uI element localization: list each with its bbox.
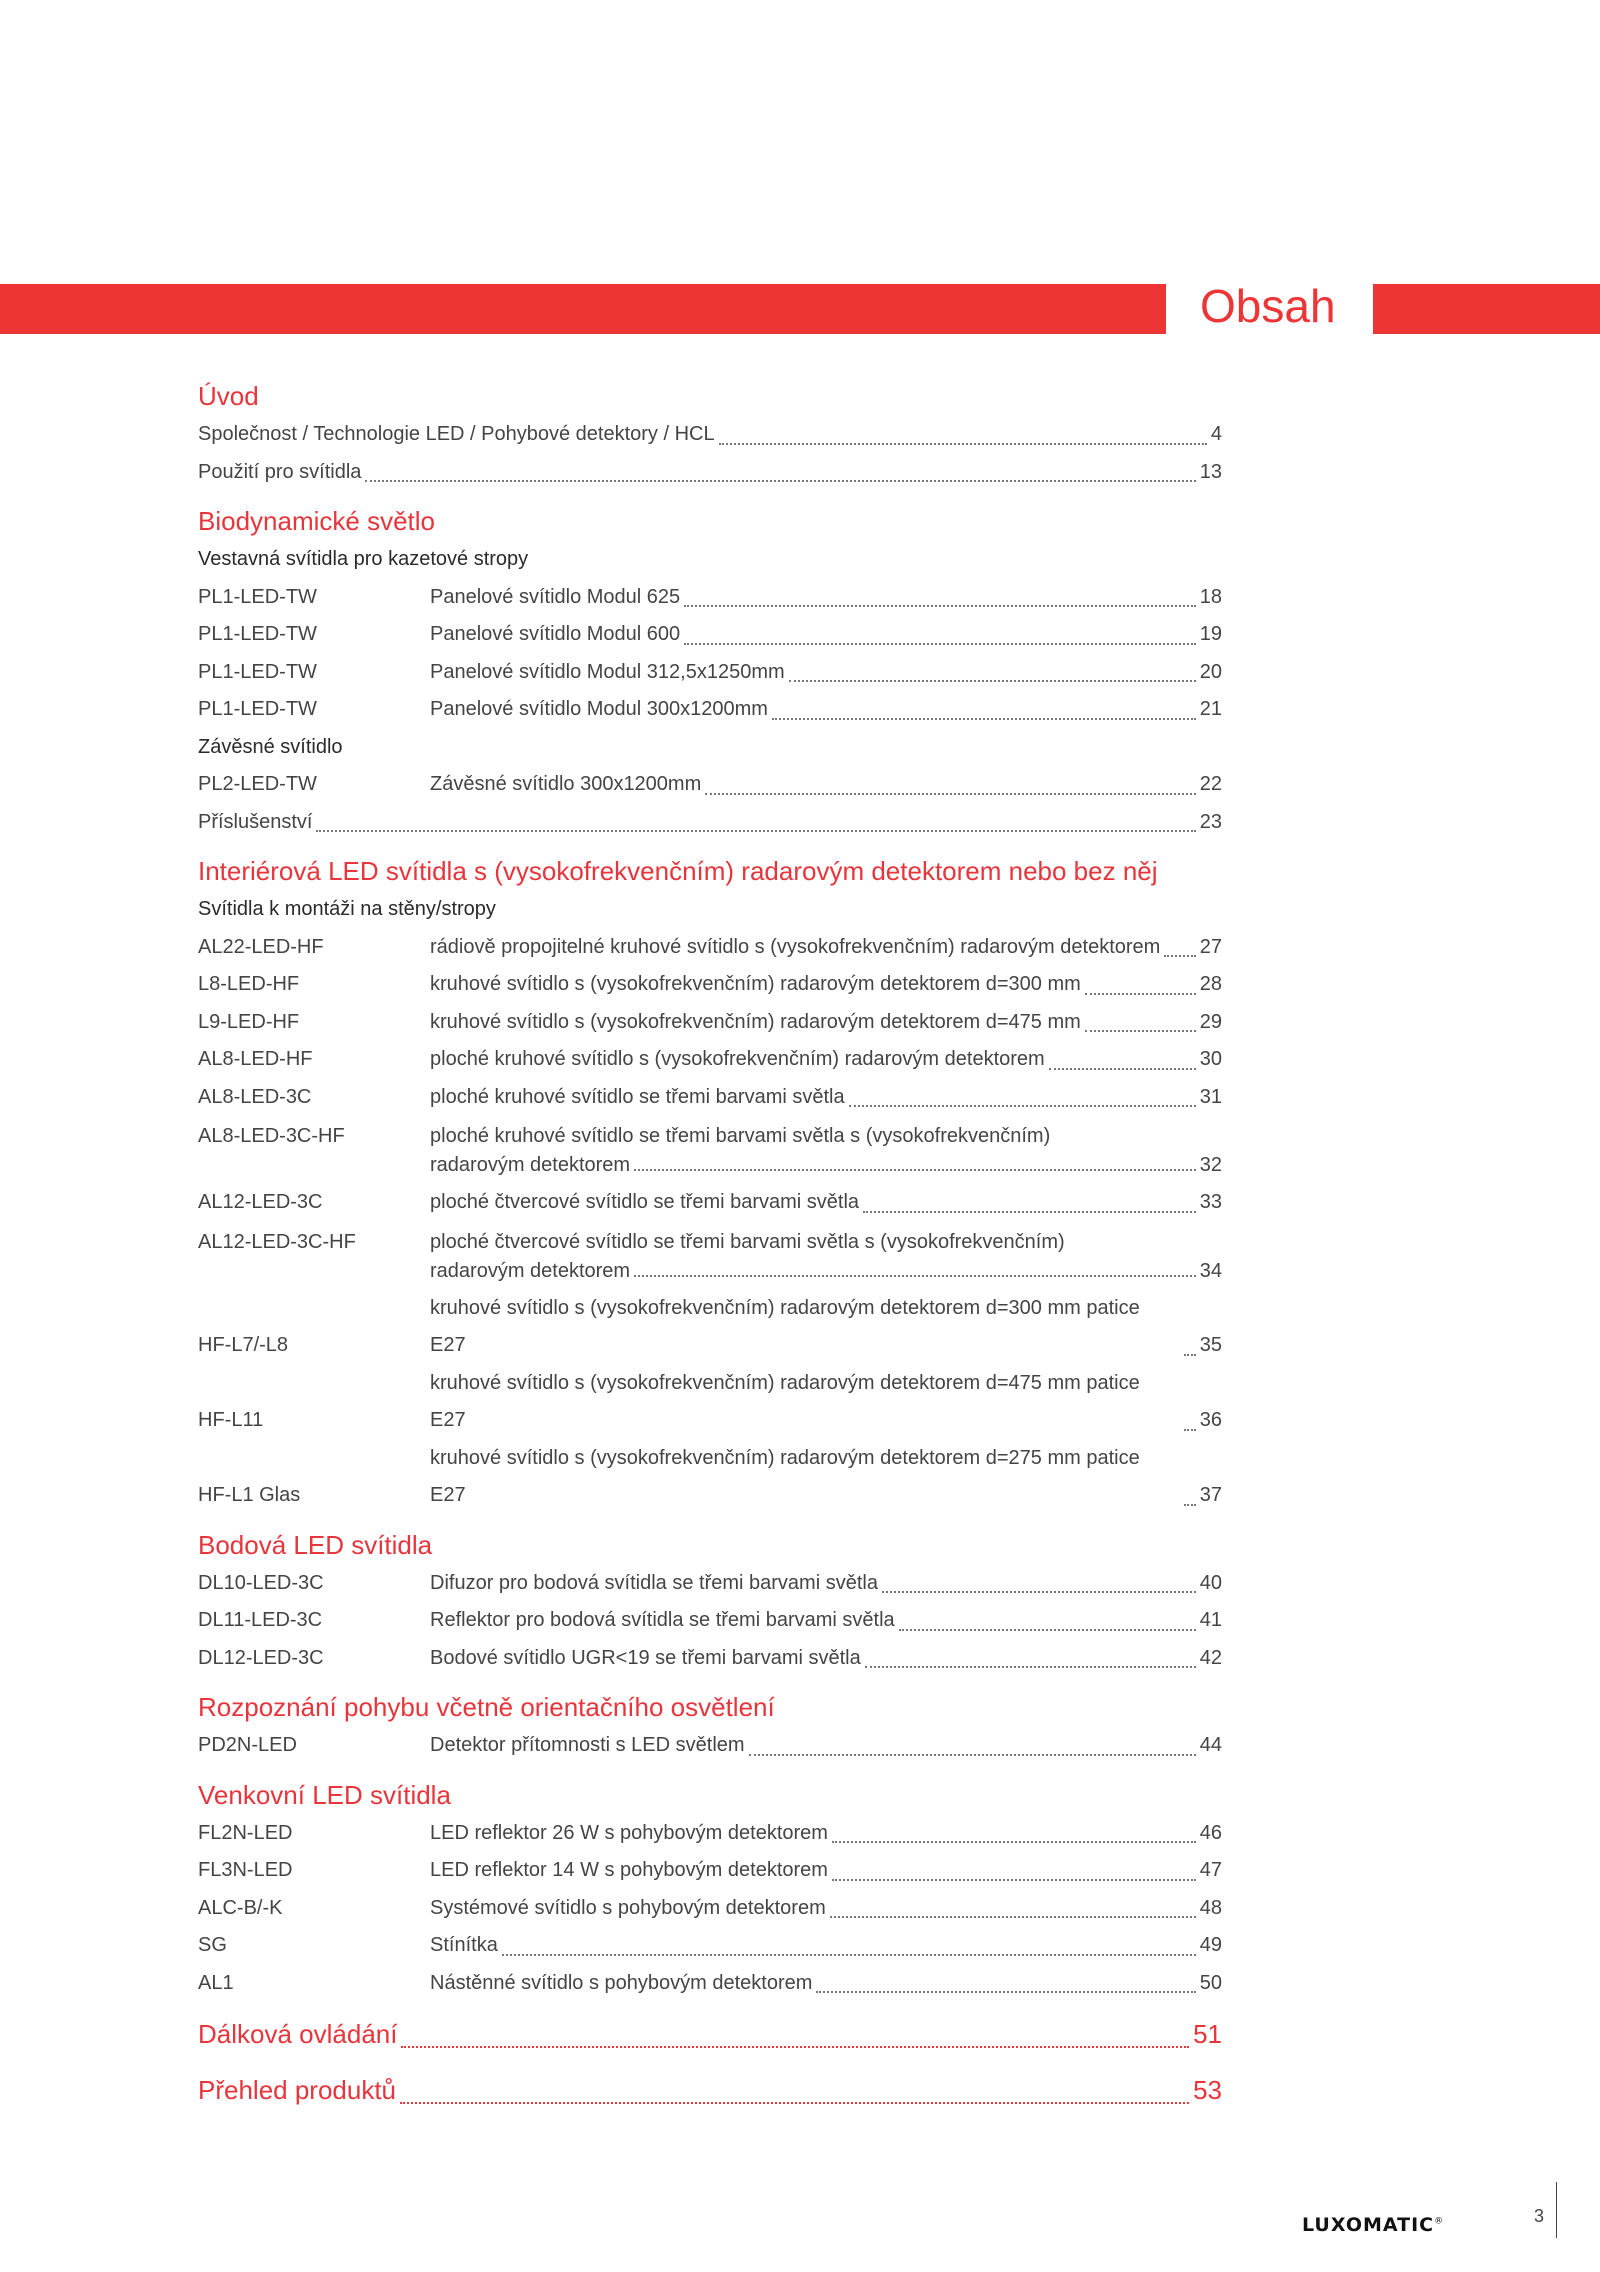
entry-title-line1: ploché kruhové svítidlo se třemi barvami světla s (vysokofrekvenčním) — [430, 1125, 1051, 1147]
toc-row[interactable] — [198, 1852, 1222, 1890]
entry-title: ploché čtvercové svítidlo se třemi barvami světla — [430, 1191, 860, 1213]
dot-leader — [772, 718, 1196, 720]
page-number: 30 — [1199, 1048, 1222, 1070]
dot-leader — [401, 2046, 1189, 2048]
page-number: 18 — [1199, 585, 1222, 608]
dot-leader — [1184, 1504, 1196, 1506]
entry-title: Přehled produktů — [198, 2075, 397, 2105]
dot-leader — [863, 1211, 1196, 1213]
entry-title: Panelové svítidlo Modul 600 — [430, 623, 681, 645]
product-code: SG — [198, 1934, 227, 1956]
toc-row[interactable] — [198, 1365, 1222, 1440]
page-number: 36 — [1199, 1409, 1222, 1431]
toc-row[interactable] — [198, 691, 1222, 729]
product-code: AL8-LED-3C-HF — [198, 1125, 345, 1147]
toc-row[interactable] — [198, 1004, 1222, 1042]
entry-title: rádiově propojitelné kruhové svítidlo s (vysokofrekvenčním) radarovým detektorem — [430, 935, 1161, 958]
table-of-contents — [198, 376, 1222, 2118]
dot-leader — [684, 643, 1196, 645]
toc-row[interactable] — [198, 1041, 1222, 1079]
page-number: 34 — [1199, 1259, 1222, 1282]
product-code: L8-LED-HF — [198, 973, 300, 995]
title-banner-right — [1373, 284, 1600, 334]
toc-row[interactable] — [198, 416, 1222, 454]
page-number: 27 — [1199, 935, 1222, 958]
dot-leader — [1085, 993, 1196, 995]
toc-row[interactable] — [198, 1079, 1222, 1117]
entry-title: radarovým detektorem — [430, 1259, 631, 1282]
toc-row[interactable] — [198, 1890, 1222, 1928]
toc-row[interactable] — [198, 1184, 1222, 1222]
product-code: PL1-LED-TW — [198, 698, 317, 720]
dot-leader — [899, 1629, 1196, 1631]
product-code: PL1-LED-TW — [198, 623, 317, 645]
dot-leader — [865, 1666, 1196, 1668]
entry-title: Nástěnné svítidlo s pohybovým detektorem — [430, 1971, 813, 1994]
page-number: 13 — [1199, 460, 1222, 483]
page-number: 46 — [1199, 1821, 1222, 1844]
entry-title: Systémové svítidlo s pohybovým detektorem — [430, 1896, 826, 1919]
entry-title: Použití pro svítidla — [198, 460, 362, 483]
entry-title: Panelové svítidlo Modul 312,5x1250mm — [430, 660, 785, 683]
entry-title: kruhové svítidlo s (vysokofrekvenčním) radarovým detektorem d=275 mm patice E27 — [430, 1446, 1140, 1506]
product-code: FL2N-LED — [198, 1821, 293, 1844]
product-code: DL10-LED-3C — [198, 1571, 324, 1594]
product-code: PL1-LED-TW — [198, 585, 317, 608]
page-number: 41 — [1199, 1609, 1222, 1631]
entry-title: ploché kruhové svítidlo s (vysokofrekvenčním) radarovým detektorem — [430, 1048, 1045, 1070]
section-heading-outdoor[interactable]: Venkovní LED svítidla — [198, 1779, 451, 1810]
page-number: 32 — [1199, 1154, 1222, 1176]
entry-title: Panelové svítidlo Modul 300x1200mm — [430, 698, 768, 720]
entry-title: LED reflektor 26 W s pohybovým detektorem — [430, 1821, 828, 1844]
entry-title: Bodové svítidlo UGR<19 se třemi barvami světla — [430, 1646, 861, 1669]
toc-row[interactable] — [198, 1565, 1222, 1603]
dot-leader — [365, 480, 1195, 482]
entry-title: Příslušenství — [198, 810, 313, 833]
product-code: L9-LED-HF — [198, 1010, 300, 1033]
toc-row[interactable] — [198, 929, 1222, 967]
section-heading-uvod[interactable]: Úvod — [198, 381, 259, 411]
page-number: 29 — [1199, 1010, 1222, 1033]
footer-page-number: 3 — [1534, 2206, 1545, 2226]
toc-row[interactable] — [198, 804, 1222, 842]
toc-row[interactable] — [198, 654, 1222, 692]
product-code: HF-L1 Glas — [198, 1484, 301, 1506]
dot-leader — [502, 1954, 1196, 1956]
entry-title: radarovým detektorem — [430, 1154, 631, 1176]
page-number: 53 — [1193, 2075, 1222, 2105]
toc-row[interactable] — [198, 1927, 1222, 1965]
toc-row[interactable] — [198, 1151, 1222, 1184]
entry-title: kruhové svítidlo s (vysokofrekvenčním) radarovým detektorem d=300 mm — [430, 973, 1081, 995]
page-number: 42 — [1199, 1646, 1222, 1669]
product-code: PL2-LED-TW — [198, 773, 317, 795]
subsection-heading: Svítidla k montáži na stěny/stropy — [198, 898, 496, 920]
page-number: 49 — [1199, 1934, 1222, 1956]
entry-title: Dálková ovládání — [198, 2019, 398, 2049]
toc-row[interactable] — [198, 454, 1222, 492]
page-number: 50 — [1199, 1971, 1222, 1994]
toc-row[interactable] — [198, 1815, 1222, 1853]
toc-row[interactable] — [198, 966, 1222, 1004]
product-code: FL3N-LED — [198, 1859, 293, 1881]
dot-leader — [849, 1105, 1196, 1107]
section-heading-motion[interactable]: Rozpoznání pohybu včetně orientačního osvětlení — [198, 1692, 775, 1722]
product-code: HF-L7/-L8 — [198, 1334, 289, 1356]
product-code: AL8-LED-3C — [198, 1085, 312, 1108]
product-code: AL22-LED-HF — [198, 935, 324, 958]
dot-leader — [1164, 955, 1195, 957]
dot-leader — [749, 1754, 1196, 1756]
dot-leader — [1049, 1068, 1196, 1070]
dot-leader — [634, 1275, 1196, 1277]
entry-title: Závěsné svítidlo 300x1200mm — [430, 773, 702, 795]
dot-leader — [789, 680, 1196, 682]
page-number: 47 — [1199, 1859, 1222, 1881]
page-number: 28 — [1199, 973, 1222, 995]
title-banner-left — [0, 284, 1166, 334]
page-number: 44 — [1199, 1734, 1222, 1756]
entry-title: kruhové svítidlo s (vysokofrekvenčním) radarovým detektorem d=475 mm — [430, 1010, 1081, 1033]
product-code: PL1-LED-TW — [198, 660, 317, 683]
entry-title: Společnost / Technologie LED / Pohybové detektory / HCL — [198, 423, 715, 445]
entry-title-line1: ploché čtvercové svítidlo se třemi barvami světla s (vysokofrekvenčním) — [430, 1230, 1065, 1253]
dot-leader — [816, 1991, 1195, 1993]
product-code: AL1 — [198, 1971, 234, 1994]
page-number: 40 — [1199, 1571, 1222, 1594]
product-code: AL8-LED-HF — [198, 1048, 313, 1070]
toc-entry-remote-control[interactable] — [198, 2006, 1222, 2062]
product-code: PD2N-LED — [198, 1734, 297, 1756]
product-code: ALC-B/-K — [198, 1896, 283, 1919]
toc-row[interactable] — [198, 1257, 1222, 1290]
section-heading-interior[interactable]: Interiérová LED svítidla s (vysokofrekvenčním) radarovým detektorem nebo bez něj — [198, 856, 1158, 886]
entry-title: kruhové svítidlo s (vysokofrekvenčním) radarovým detektorem d=300 mm patice E27 — [430, 1296, 1140, 1356]
product-code: AL12-LED-3C — [198, 1191, 323, 1213]
entry-title: Detektor přítomnosti s LED světlem — [430, 1734, 745, 1756]
section-heading-spot[interactable]: Bodová LED svítidla — [198, 1529, 433, 1560]
dot-leader — [1184, 1354, 1196, 1356]
page-number: 19 — [1199, 623, 1222, 645]
toc-row[interactable] — [198, 766, 1222, 804]
entry-title: kruhové svítidlo s (vysokofrekvenčním) radarovým detektorem d=475 mm patice E27 — [430, 1371, 1140, 1431]
dot-leader — [719, 443, 1207, 445]
dot-leader — [634, 1169, 1196, 1171]
toc-row[interactable] — [198, 616, 1222, 654]
product-code: AL12-LED-3C-HF — [198, 1230, 356, 1253]
subsection-heading: Závěsné svítidlo — [198, 735, 343, 758]
page-number: 31 — [1199, 1085, 1222, 1108]
product-code: HF-L11 — [198, 1409, 264, 1431]
entry-title: Panelové svítidlo Modul 625 — [430, 585, 681, 608]
page-number: 20 — [1199, 660, 1222, 683]
dot-leader — [1085, 1030, 1196, 1032]
subsection-heading: Vestavná svítidla pro kazetové stropy — [198, 548, 529, 570]
entry-title: Stínítka — [430, 1934, 498, 1956]
toc-row[interactable] — [198, 579, 1222, 617]
page-number: 37 — [1199, 1484, 1222, 1506]
page-number: 35 — [1199, 1334, 1222, 1356]
page-number: 33 — [1199, 1191, 1222, 1213]
dot-leader — [400, 2102, 1189, 2104]
page-number: 48 — [1199, 1896, 1222, 1919]
product-code: DL12-LED-3C — [198, 1646, 324, 1669]
toc-row[interactable] — [198, 1290, 1222, 1365]
dot-leader — [882, 1591, 1196, 1593]
toc-row[interactable] — [198, 1440, 1222, 1515]
dot-leader — [705, 793, 1196, 795]
toc-entry-product-overview[interactable] — [198, 2062, 1222, 2118]
entry-title: Reflektor pro bodová svítidla se třemi barvami světla — [430, 1609, 895, 1631]
dot-leader — [832, 1879, 1196, 1881]
brand-logo: LUXOMATIC® — [1302, 2214, 1445, 2236]
toc-row[interactable] — [198, 1602, 1222, 1640]
page-number: 22 — [1199, 773, 1222, 795]
toc-row-first-line[interactable] — [198, 1222, 1222, 1257]
page-number: 4 — [1210, 423, 1222, 445]
product-code: DL11-LED-3C — [198, 1609, 323, 1631]
dot-leader — [830, 1916, 1196, 1918]
toc-row[interactable] — [198, 1727, 1222, 1765]
footer-divider — [1556, 2182, 1557, 2238]
page-title: Obsah — [1200, 280, 1336, 332]
entry-title: LED reflektor 14 W s pohybovým detektorem — [430, 1859, 828, 1881]
toc-row-first-line[interactable] — [198, 1116, 1222, 1151]
entry-title: Difuzor pro bodová svítidla se třemi barvami světla — [430, 1571, 878, 1594]
dot-leader — [684, 605, 1196, 607]
section-heading-biodynamic[interactable]: Biodynamické světlo — [198, 506, 435, 536]
dot-leader — [316, 830, 1195, 832]
page-number: 51 — [1193, 2019, 1222, 2049]
toc-row[interactable] — [198, 1965, 1222, 2003]
page-number: 23 — [1199, 810, 1222, 833]
dot-leader — [1184, 1429, 1196, 1431]
entry-title: ploché kruhové svítidlo se třemi barvami světla — [430, 1085, 845, 1108]
page-number: 21 — [1199, 698, 1222, 720]
dot-leader — [832, 1841, 1196, 1843]
toc-row[interactable] — [198, 1640, 1222, 1678]
